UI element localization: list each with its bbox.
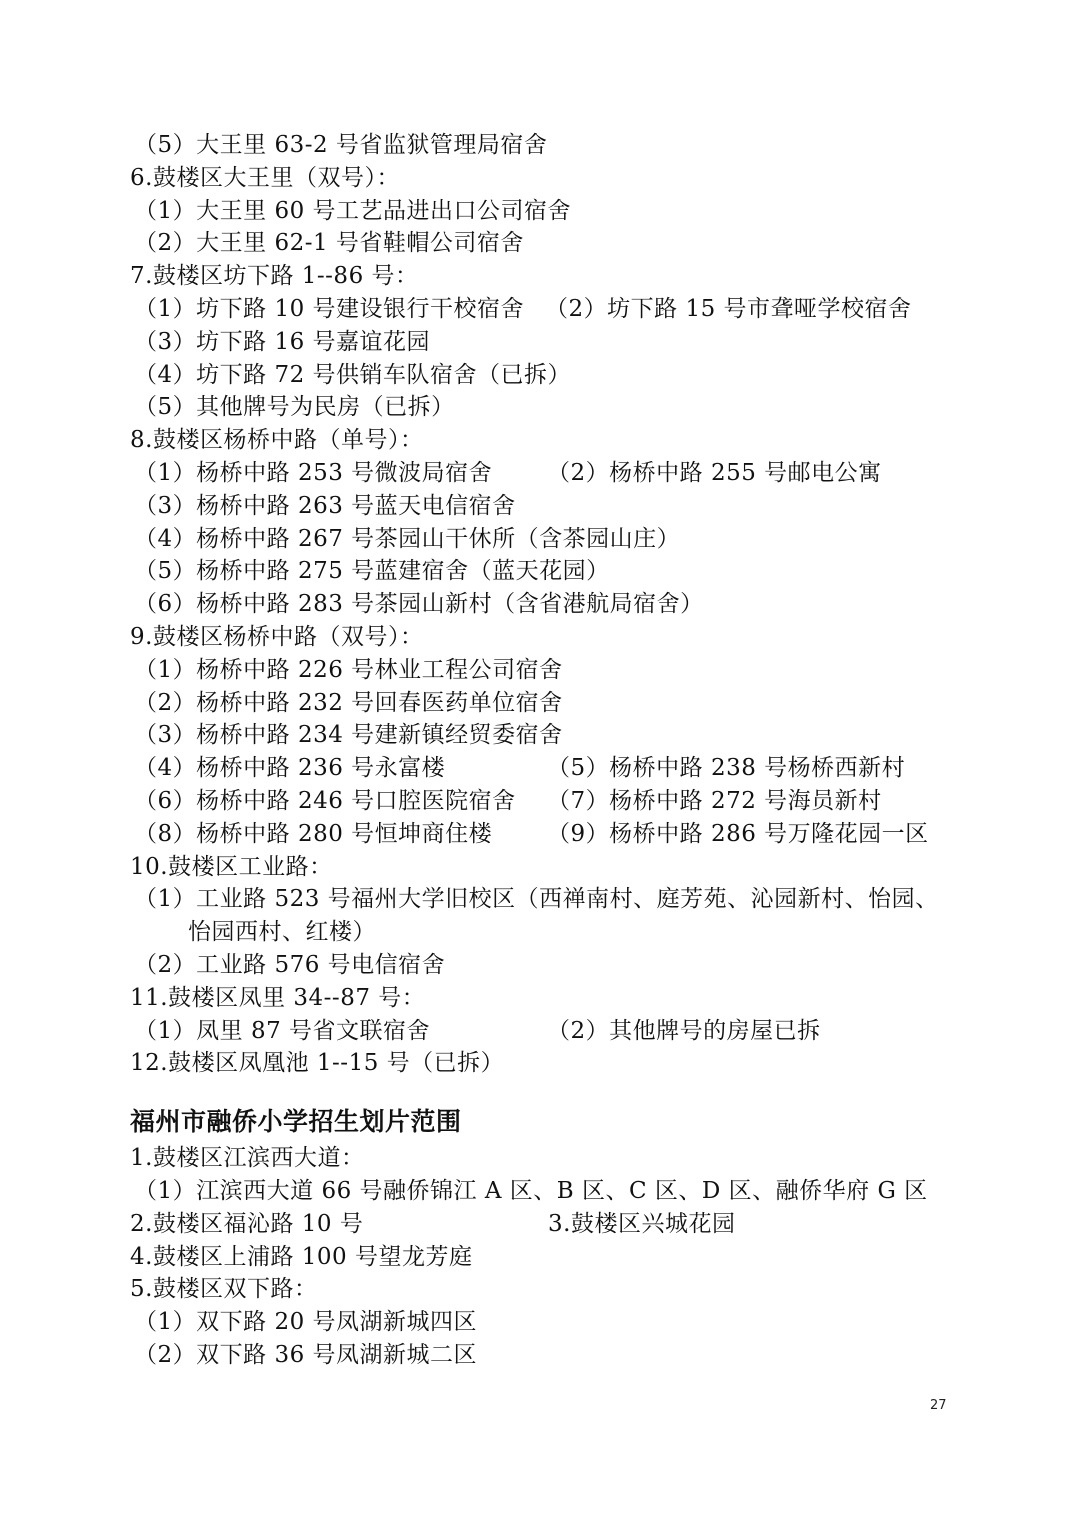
list-item-continuation: 怡园西村、红楼） xyxy=(188,919,376,946)
list-item: （3）杨桥中路 263 号蓝天电信宿舍 xyxy=(134,492,516,519)
section-heading: 4.鼓楼区上浦路 100 号望龙芳庭 xyxy=(130,1243,473,1270)
list-item: （4）杨桥中路 267 号茶园山干休所（含茶园山庄） xyxy=(134,525,681,552)
list-item: （2）工业路 576 号电信宿舍 xyxy=(134,951,446,978)
list-item: （3）杨桥中路 234 号建新镇经贸委宿舍 xyxy=(134,722,563,749)
list-item: （1）杨桥中路 253 号微波局宿舍 xyxy=(134,459,493,486)
list-item: （2）大王里 62-1 号省鞋帽公司宿舍 xyxy=(134,230,524,257)
list-item: （1）凤里 87 号省文联宿舍 xyxy=(134,1017,431,1044)
school-zone-title: 福州市融侨小学招生划片范围 xyxy=(130,1107,462,1137)
list-item: （2）杨桥中路 232 号回春医药单位宿舍 xyxy=(134,689,563,716)
list-item: （2）坊下路 15 号市聋哑学校宿舍 xyxy=(545,295,912,322)
list-item: （6）杨桥中路 246 号口腔医院宿舍 xyxy=(134,787,516,814)
list-item: （5）杨桥中路 275 号蓝建宿舍（蓝天花园） xyxy=(134,558,610,585)
list-item: （6）杨桥中路 283 号茶园山新村（含省港航局宿舍） xyxy=(134,591,704,618)
list-item: （1）工业路 523 号福州大学旧校区（西禅南村、庭芳苑、沁园新村、怡园、 xyxy=(134,886,939,913)
list-item: （5）大王里 63-2 号省监狱管理局宿舍 xyxy=(134,132,548,158)
list-row xyxy=(130,785,960,818)
section-heading: 1.鼓楼区江滨西大道： xyxy=(130,1145,365,1172)
list-item: （5）其他牌号为民房（已拆） xyxy=(134,394,455,421)
list-item: （9）杨桥中路 286 号万隆花园一区 xyxy=(547,820,929,847)
list-item: 2.鼓楼区福沁路 10 号 xyxy=(130,1210,364,1237)
list-row xyxy=(130,457,960,490)
list-item: （1）大王里 60 号工艺品进出口公司宿舍 xyxy=(134,197,572,224)
list-row xyxy=(130,752,960,785)
list-item: （2）双下路 36 号凤湖新城二区 xyxy=(134,1341,478,1368)
list-row xyxy=(130,1208,960,1241)
section-heading: 7.鼓楼区坊下路 1--86 号： xyxy=(130,263,419,290)
section-heading: 5.鼓楼区双下路： xyxy=(130,1276,318,1303)
list-item: （2）其他牌号的房屋已拆 xyxy=(547,1017,821,1044)
list-item: （7）杨桥中路 272 号海员新村 xyxy=(547,787,882,814)
section-heading: 9.鼓楼区杨桥中路（双号）： xyxy=(130,623,424,650)
list-item: 3.鼓楼区兴城花园 xyxy=(548,1210,736,1237)
document-body xyxy=(130,129,960,1372)
list-item: （8）杨桥中路 280 号恒坤商住楼 xyxy=(134,820,493,847)
list-item: （5）杨桥中路 238 号杨桥西新村 xyxy=(547,755,906,782)
page-number: 27 xyxy=(930,1398,947,1413)
list-row xyxy=(130,818,960,851)
section-heading: 8.鼓楼区杨桥中路（单号）： xyxy=(130,427,424,454)
list-item: （4）杨桥中路 236 号永富楼 xyxy=(134,755,446,782)
list-row xyxy=(130,293,960,326)
list-item: （1）坊下路 10 号建设银行干校宿舍 xyxy=(134,295,525,322)
list-item: （1）双下路 20 号凤湖新城四区 xyxy=(134,1309,478,1336)
list-row xyxy=(130,1015,960,1048)
section-heading: 12.鼓楼区凤凰池 1--15 号（已拆） xyxy=(130,1050,505,1077)
list-item: （1）杨桥中路 226 号林业工程公司宿舍 xyxy=(134,656,563,683)
section-heading: 6.鼓楼区大王里（双号）： xyxy=(130,164,400,191)
section-heading: 10.鼓楼区工业路： xyxy=(130,853,333,880)
list-item: （2）杨桥中路 255 号邮电公寓 xyxy=(547,459,882,486)
section-heading: 11.鼓楼区凤里 34--87 号： xyxy=(130,984,426,1011)
list-item: （3）坊下路 16 号嘉谊花园 xyxy=(134,328,431,355)
list-item: （1）江滨西大道 66 号融侨锦江 A 区、B 区、C 区、D 区、融侨华府 G 区 xyxy=(134,1177,928,1204)
list-item: （4）坊下路 72 号供销车队宿舍（已拆） xyxy=(134,361,572,388)
section-spacer xyxy=(130,1080,960,1102)
